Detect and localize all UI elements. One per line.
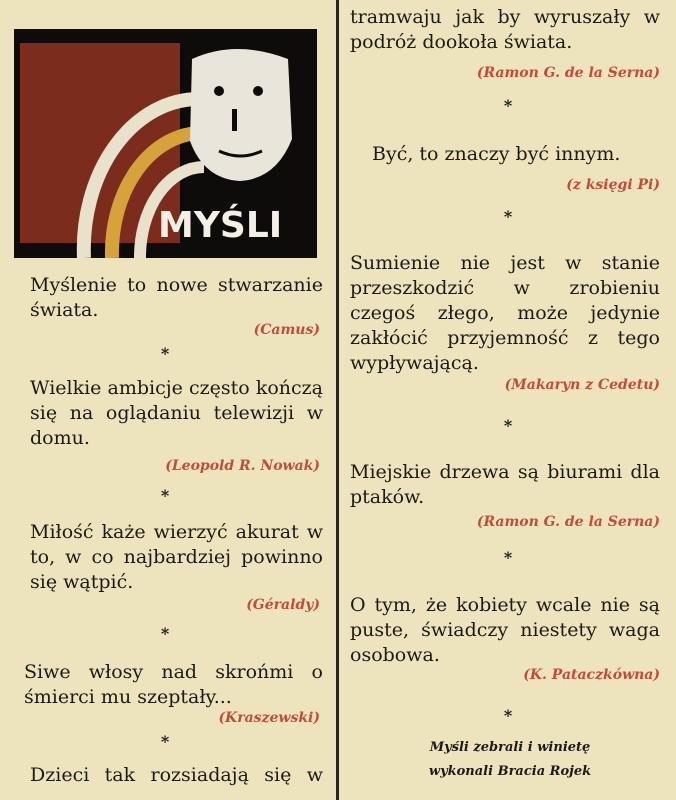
- separator-star: *: [160, 344, 170, 363]
- quote-text: Miejskie drzewa są biurami dla ptaków.: [350, 461, 660, 508]
- quote-text: Siwe włosy nad skrońmi o śmierci mu szeptały...: [24, 661, 323, 708]
- credits: [380, 736, 640, 784]
- quote-text: Myślenie to nowe stwarzanie świata.: [30, 274, 323, 321]
- separator-star: *: [503, 548, 513, 567]
- credits-line-1: Myśli zebrali i winietę: [429, 740, 591, 755]
- quote-author: (Makaryn z Cedetu): [504, 377, 660, 393]
- quote-text: tramwaju jak by wyruszały w podróż dookoła świata.: [350, 6, 660, 53]
- quote-author: (Ramon G. de la Serna): [476, 65, 660, 81]
- quote-author: (Ramon G. de la Serna): [476, 514, 660, 530]
- quote-text: Być, to znaczy być innym.: [372, 143, 621, 165]
- quote-author: (K. Pataczkówna): [523, 667, 660, 683]
- column-divider: [336, 0, 339, 800]
- separator-star: *: [503, 416, 513, 435]
- quote-author: (z księgi Pi): [566, 177, 660, 193]
- quote-text: Sumienie nie jest w stanie przeszkodzić w zrobieniu czegoś złego, może jedynie zakłócić przyjemność z tego wypływającą.: [350, 252, 660, 374]
- quote-author: (Kraszewski): [218, 710, 320, 726]
- quote-text: Wielkie ambicje często kończą się na oglądaniu telewizji w domu.: [30, 377, 323, 449]
- separator-star: *: [503, 706, 513, 725]
- logo-word: MYŚLI: [158, 205, 283, 246]
- separator-star: *: [160, 624, 170, 643]
- quote-author: (Leopold R. Nowak): [165, 458, 320, 474]
- separator-star: *: [503, 96, 513, 115]
- quote-text: O tym, że kobiety wcale nie są puste, świadczy niestety waga osobowa.: [350, 594, 660, 666]
- separator-star: *: [160, 486, 170, 505]
- mysli-logo: [14, 29, 317, 258]
- quote-author: (Camus): [253, 322, 320, 338]
- quote-text: Miłość każe wierzyć akurat w to, w co najbardziej powinno się wątpić.: [30, 521, 323, 593]
- logo-illustration: [14, 29, 317, 258]
- quote-author: (Géraldy): [246, 597, 320, 613]
- credits-line-2: wykonali Bracia Rojek: [428, 764, 592, 779]
- separator-star: *: [503, 207, 513, 226]
- quote-text: Dzieci tak rozsiadają się w: [30, 764, 323, 786]
- separator-star: *: [160, 732, 170, 751]
